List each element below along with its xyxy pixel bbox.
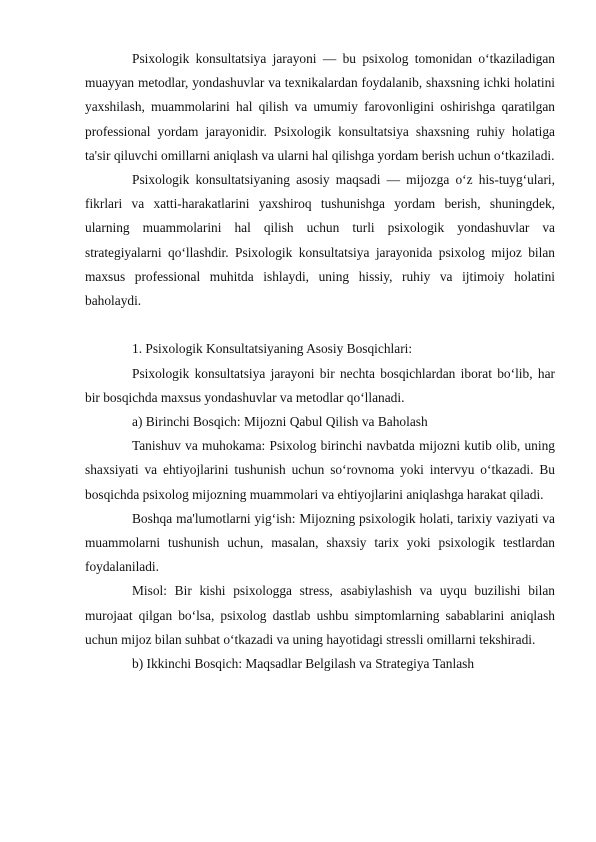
step-a-paragraph-2: Boshqa ma'lumotlarni yig‘ish: Mijozning psixologik holati, tarixiy vaziyati va muammolarni tushunish uchun, masalan, shaxsiy tarix yoki psixologik testlardan foydalaniladi. [85,510,555,575]
step-a-paragraph-1: Tanishuv va muhokama: Psixolog birinchi navbatda mijozni kutib olib, uning shaxsiyati va ehtiyojlarini tushunish uchun so‘rovnoma yoki intervyu o‘tkazadi. Bu bosqichda psixolog mijozning muammolari va ehtiyojlarini aniqlashga harakat qiladi. [85,438,555,502]
section-heading: 1. Psixologik Konsultatsiyaning Asosiy Bosqichlari: [132,341,413,357]
step-b-heading: b) Ikkinchi Bosqich: Maqsadlar Belgilash va Strategiya Tanlash [132,656,475,672]
document-page [85,47,555,676]
intro-paragraph-1: Psixologik konsultatsiya jarayoni — bu psixolog tomonidan o‘tkaziladigan muayyan metodlar, yondashuvlar va texnikalardan foydalanib, shaxsning ichki holatini yaxshilash, muammolarini hal qilish va umumiy farovonligini oshirishga qaratilgan professional yordam jarayonidir. Psixologik konsultatsiya shaxsning ruhiy holatiga ta'sir qiluvchi omillarni aniqlash va ularni hal qilishga yordam berish uchun o‘tkaziladi. [85,51,555,163]
intro-paragraph-2: Psixologik konsultatsiyaning asosiy maqsadi — mijozga o‘z his-tuyg‘ulari, fikrlari va xatti-harakatlarini yaxshiroq tushunishga yordam berish, shuningdek, ularning muammolarini hal qilish uchun turli psixologik yondashuvlar va strategiyalarni qo‘llashdir. Psixologik konsultatsiya jarayonida psixolog mijoz bilan maxsus professional muhitda ishlaydi, uning hissiy, ruhiy va ijtimoiy holatini baholaydi. [85,172,555,309]
section-intro-paragraph: Psixologik konsultatsiya jarayoni bir nechta bosqichlardan iborat bo‘lib, har bir bosqichda maxsus yondashuvlar va metodlar qo‘llanadi. [85,365,555,405]
paragraph-spacer [85,313,555,337]
step-a-heading: a) Birinchi Bosqich: Mijozni Qabul Qilish va Baholash [132,414,428,430]
step-a-example-paragraph: Misol: Bir kishi psixologga stress, asabiylashish va uyqu buzilishi bilan murojaat qilgan bo‘lsa, psixolog dastlab ushbu simptomlarning sabablarini aniqlash uchun mijoz bilan suhbat o‘tkazadi va uning hayotidagi stressli omillarni tekshiradi. [85,583,555,647]
